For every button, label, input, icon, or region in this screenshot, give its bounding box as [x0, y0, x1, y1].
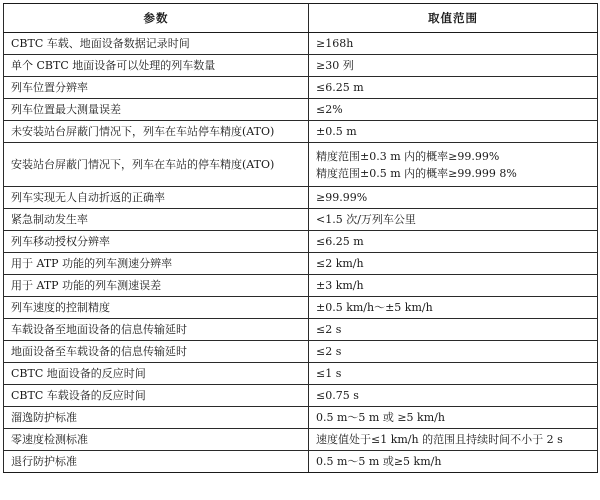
spec-table [3, 3, 598, 473]
parameter-cell: 列车位置分辨率 [4, 77, 309, 99]
parameter-cell: 列车移动授权分辨率 [4, 231, 309, 253]
table-header-row [4, 4, 598, 33]
parameter-cell: 地面设备至车载设备的信息传输延时 [4, 341, 309, 363]
table-row [4, 55, 598, 77]
table-row [4, 209, 598, 231]
table-row [4, 341, 598, 363]
value-cell [309, 363, 598, 385]
value-line: ±0.5 km/h～±5 km/h [316, 301, 433, 314]
parameter-cell: 安装站台屏蔽门情况下，列车在车站的停车精度(ATO) [4, 143, 309, 187]
value-line: ≤0.75 s [316, 389, 359, 402]
table-row [4, 275, 598, 297]
value-line: ≤6.25 m [316, 81, 364, 94]
table-row [4, 429, 598, 451]
parameter-cell: 列车速度的控制精度 [4, 297, 309, 319]
parameter-cell: 用于 ATP 功能的列车测速误差 [4, 275, 309, 297]
value-line: <1.5 次/万列车公里 [316, 213, 416, 226]
value-line: ≤1 s [316, 367, 342, 380]
value-line: 速度值处于≤1 km/h 的范围且持续时间不小于 2 s [316, 433, 563, 446]
value-cell [309, 385, 598, 407]
value-cell [309, 275, 598, 297]
value-cell [309, 341, 598, 363]
table-row [4, 33, 598, 55]
value-line: ≤6.25 m [316, 235, 364, 248]
value-line: 精度范围±0.3 m 内的概率≥99.99% [316, 149, 500, 163]
table-row [4, 231, 598, 253]
value-line: ≤2% [316, 103, 343, 116]
table-row [4, 143, 598, 187]
table-body [4, 33, 598, 473]
table-row [4, 363, 598, 385]
value-cell [309, 209, 598, 231]
parameter-cell: CBTC 车载、地面设备数据记录时间 [4, 33, 309, 55]
parameter-cell: 零速度检测标准 [4, 429, 309, 451]
value-cell [309, 319, 598, 341]
value-line: ≤2 s [316, 345, 342, 358]
value-cell [309, 253, 598, 275]
value-cell [309, 451, 598, 473]
value-line: 0.5 m～5 m 或≥5 km/h [316, 455, 442, 468]
parameter-cell: 列车实现无人自动折返的正确率 [4, 187, 309, 209]
parameter-cell: 用于 ATP 功能的列车测速分辨率 [4, 253, 309, 275]
table-row [4, 319, 598, 341]
parameter-column-header: 参数 [4, 4, 309, 33]
value-cell [309, 55, 598, 77]
value-cell [309, 77, 598, 99]
parameter-cell: 紧急制动发生率 [4, 209, 309, 231]
table-row [4, 385, 598, 407]
value-cell [309, 407, 598, 429]
parameter-cell: CBTC 车载设备的反应时间 [4, 385, 309, 407]
parameter-cell: 未安装站台屏蔽门情况下，列车在车站停车精度(ATO) [4, 121, 309, 143]
table-row [4, 407, 598, 429]
table-row [4, 99, 598, 121]
parameter-cell: 退行防护标准 [4, 451, 309, 473]
value-cell [309, 121, 598, 143]
value-line: ≤2 km/h [316, 257, 364, 270]
value-cell [309, 297, 598, 319]
table-row [4, 121, 598, 143]
value-line: ±3 km/h [316, 279, 364, 292]
value-cell [309, 33, 598, 55]
value-column-header: 取值范围 [309, 4, 598, 33]
value-cell [309, 99, 598, 121]
table-row [4, 253, 598, 275]
parameter-cell: 列车位置最大测量误差 [4, 99, 309, 121]
value-line: ±0.5 m [316, 125, 357, 138]
value-line: ≥168h [316, 37, 354, 50]
value-cell [309, 429, 598, 451]
value-cell [309, 187, 598, 209]
parameter-cell: 车载设备至地面设备的信息传输延时 [4, 319, 309, 341]
parameter-cell: CBTC 地面设备的反应时间 [4, 363, 309, 385]
value-cell [309, 231, 598, 253]
table-row [4, 187, 598, 209]
value-line: ≤2 s [316, 323, 342, 336]
table-row [4, 451, 598, 473]
parameter-cell: 单个 CBTC 地面设备可以处理的列车数量 [4, 55, 309, 77]
table-row [4, 77, 598, 99]
table-row [4, 297, 598, 319]
value-line: ≥99.99% [316, 191, 368, 204]
value-line: 精度范围±0.5 m 内的概率≥99.999 8% [316, 166, 517, 180]
value-line: ≥30 列 [316, 59, 354, 72]
parameter-cell: 溜逸防护标准 [4, 407, 309, 429]
value-cell [309, 143, 598, 187]
value-line: 0.5 m～5 m 或 ≥5 km/h [316, 411, 445, 424]
